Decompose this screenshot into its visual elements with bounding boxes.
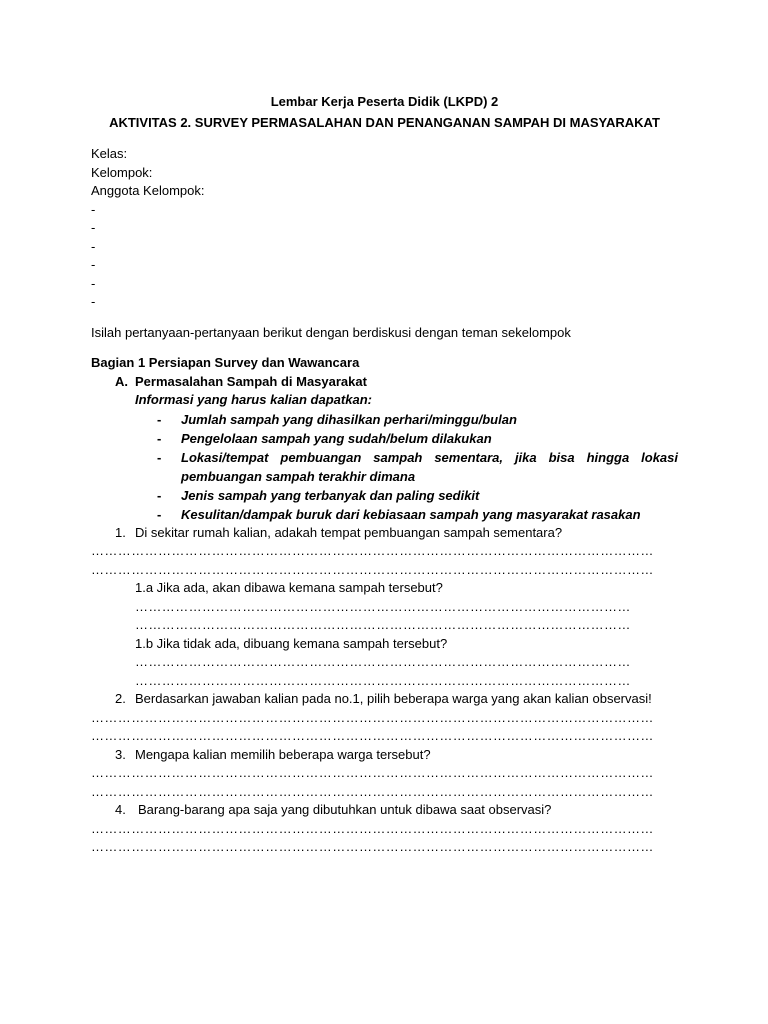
list-item — [157, 410, 678, 429]
bullet-text: Jumlah sampah yang dihasilkan perhari/minggu/bulan — [181, 411, 517, 427]
answer-line[interactable]: ……………………………………………………………………………………………………………… — [91, 820, 654, 836]
member-dash: - — [91, 201, 96, 217]
kelompok-label: Kelompok: — [91, 164, 153, 180]
member-dash: - — [91, 275, 96, 291]
answer-line[interactable]: ……………………………………………………………………………………………………………… — [91, 839, 654, 854]
bullet-marker: - — [157, 506, 162, 522]
question-number: 4. — [115, 802, 126, 817]
instruction-text: Isilah pertanyaan-pertanyaan berikut dengan berdiskusi dengan teman sekelompok — [91, 324, 571, 340]
question-text: Di sekitar rumah kalian, adakah tempat pembuangan sampah sementara? — [135, 524, 563, 540]
question-1b: 1.b Jika tidak ada, dibuang kemana sampah tersebut? — [135, 635, 448, 651]
member-dash: - — [91, 238, 96, 254]
list-item — [157, 486, 678, 505]
member-dash: - — [91, 220, 96, 235]
question-1 — [115, 524, 678, 543]
anggota-label: Anggota Kelompok: — [91, 183, 205, 198]
answer-line[interactable]: ………………………………………………………………………………………………… — [135, 598, 631, 614]
bullet-marker: - — [157, 430, 162, 446]
answer-line[interactable]: ………………………………………………………………………………………………… — [135, 672, 631, 688]
question-text: Barang-barang apa saja yang dibutuhkan untuk dibawa saat observasi? — [138, 802, 552, 817]
bullet-text: Jenis sampah yang terbanyak dan paling sedikit — [181, 487, 480, 503]
answer-line[interactable]: ……………………………………………………………………………………………………………… — [91, 709, 654, 725]
subsection-marker: A. — [115, 373, 128, 389]
answer-line[interactable]: ……………………………………………………………………………………………………………… — [91, 783, 654, 799]
answer-line[interactable]: ………………………………………………………………………………………………… — [135, 654, 631, 669]
question-1a: 1.a Jika ada, akan dibawa kemana sampah tersebut? — [135, 580, 443, 595]
question-number: 1. — [115, 524, 126, 540]
question-text: Mengapa kalian memilih beberapa warga tersebut? — [135, 746, 431, 762]
subsection-title: Permasalahan Sampah di Masyarakat — [135, 373, 367, 389]
answer-line[interactable]: ……………………………………………………………………………………………………………… — [91, 728, 654, 743]
activity-subtitle: AKTIVITAS 2. SURVEY PERMASALAHAN DAN PENANGANAN SAMPAH DI MASYARAKAT — [109, 115, 660, 130]
subsection-a — [115, 373, 678, 392]
answer-line[interactable]: ……………………………………………………………………………………………………………… — [91, 561, 654, 577]
bullet-marker: - — [157, 449, 162, 465]
question-number: 2. — [115, 691, 126, 706]
kelas-label: Kelas: — [91, 146, 128, 161]
question-text: Berdasarkan jawaban kalian pada no.1, pilih beberapa warga yang akan kalian observasi! — [135, 691, 652, 706]
question-number: 3. — [115, 746, 126, 762]
bullet-text: Lokasi/tempat pembuangan sampah sementara, jika bisa hingga lokasi pembuangan sampah terakhir dimana — [181, 449, 678, 484]
worksheet-page — [91, 90, 678, 857]
member-dash: - — [91, 294, 96, 309]
question-2 — [115, 690, 678, 709]
answer-line[interactable]: ……………………………………………………………………………………………………………… — [91, 543, 654, 558]
bullet-text: Pengelolaan sampah yang sudah/belum dilakukan — [181, 430, 492, 446]
answer-line[interactable]: ……………………………………………………………………………………………………………… — [91, 765, 654, 780]
page-title: Lembar Kerja Peserta Didik (LKPD) 2 — [270, 94, 499, 109]
member-dash: - — [91, 257, 96, 272]
list-item — [157, 505, 678, 524]
bullet-text: Kesulitan/dampak buruk dari kebiasaan sampah yang masyarakat rasakan — [181, 506, 641, 522]
answer-line[interactable]: ………………………………………………………………………………………………… — [135, 617, 631, 632]
question-3 — [115, 746, 678, 765]
bullet-marker: - — [157, 487, 162, 503]
list-item — [157, 429, 678, 448]
list-item — [157, 448, 678, 486]
question-4 — [115, 801, 678, 820]
section-title: Bagian 1 Persiapan Survey dan Wawancara — [91, 355, 360, 370]
info-heading: Informasi yang harus kalian dapatkan: — [135, 392, 372, 407]
bullet-marker: - — [157, 411, 162, 427]
